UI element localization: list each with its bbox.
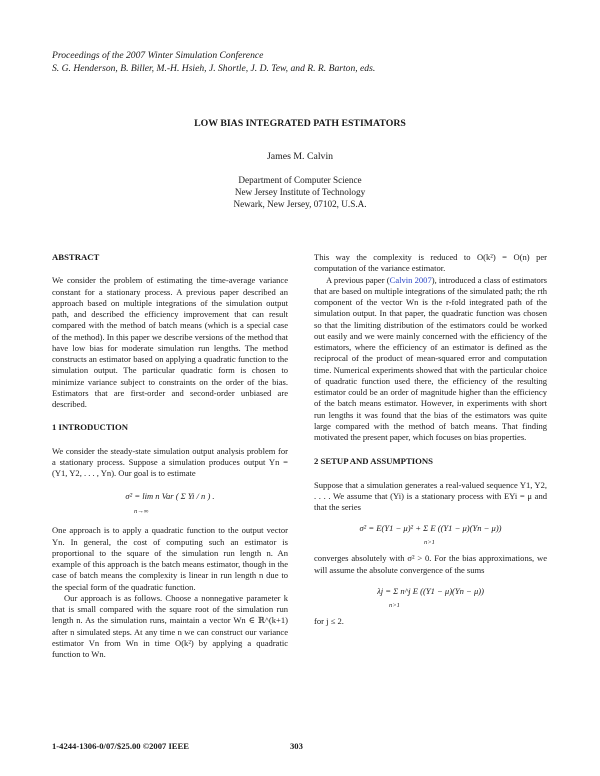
right-column xyxy=(314,252,547,627)
right-paragraph-2 xyxy=(314,275,547,444)
right-paragraph-2-post: ), introduced a class of estimators that are based on multiple integrations of the simulated path; the rth component of the vector Wn is the r-fold integrated path of the simulation output. In that paper, the quadratic function was chosen so that the limiting distribution of the estimators could be worked out easily and we were mainly concerned with the efficiency of the estimators, where the efficiency of an estimator is defined as the reciprocal of the product of mean-squared error and computation time. Numerical experiments showed that with the particular choice of quadratic function used there, the efficiency of the resulting estimator could be an order of magnitude higher than the efficiency of the batch means estimator. However, in experiments with short run lengths it was found that the bias of the estimators was quite large compared with the method of batch means. That finding motivated the present paper, which focuses on bias properties. xyxy=(314,274,548,442)
left-column xyxy=(52,252,288,660)
setup-heading: 2 SETUP AND ASSUMPTIONS xyxy=(314,456,433,467)
equation-sigma-series-text: σ² = E(Y1 − μ)² + Σ E ((Y1 − μ)(Yn − μ)) xyxy=(359,523,502,534)
affiliation-line: New Jersey Institute of Technology xyxy=(234,187,366,197)
citation-link[interactable]: Calvin 2007 xyxy=(389,274,432,285)
affiliation-line: Department of Computer Science xyxy=(238,175,362,185)
affiliation-line: Newark, New Jersey, 07102, U.S.A. xyxy=(233,199,367,209)
right-paragraph-2-pre: A previous paper ( xyxy=(326,274,390,285)
equation-lambda xyxy=(314,582,547,610)
equation-lambda-text: λj = Σ n^j E ((Y1 − μ)(Yn − μ)) xyxy=(377,585,484,596)
editors-line: S. G. Henderson, B. Biller, M.-H. Hsieh, J. Shortle, J. D. Tew, and R. R. Barton, eds. xyxy=(52,63,376,74)
affiliation xyxy=(0,174,600,210)
abstract-text: We consider the problem of estimating the time-average variance constant for a stationary process. A previous paper described an approach based on multiple integrations of the simulation output path, and described the efficiency improvement that can result compared with the method of batch means (which is a special case of the method). In this paper we describe versions of the method that have low bias for moderate simulation run lengths. The method constructs an estimator based on applying a quadratic function to the simulation output. The particular quadratic form is chosen to minimize variance subject to constraints on the order of the bias. Estimators that are first-order and second-order unbiased are described. xyxy=(52,275,288,409)
intro-paragraph-3: Our approach is as follows. Choose a nonnegative parameter k that is small compared with the square root of the simulation run length n. As the simulation runs, maintain a vector Wn ∈ ℝ^(k+1) after n simulated steps. At any time n we can construct our variance estimator Vn from Wn in time O(k²) by applying a quadratic function to Wn. xyxy=(52,592,288,659)
right-paragraph-1: This way the complexity is reduced to O(k²) = O(n) per computation of the variance estimator. xyxy=(314,252,547,274)
setup-paragraph-1: Suppose that a simulation generates a real-valued sequence Y1, Y2, . . . . We assume that (Yi) is a stationary process with EYi = μ and that the series xyxy=(314,479,547,512)
footer-isbn: 1-4244-1306-0/07/$25.00 ©2007 IEEE xyxy=(52,741,190,751)
conference-header xyxy=(52,49,375,75)
proceedings-line: Proceedings of the 2007 Winter Simulation Conference xyxy=(52,50,264,61)
intro-heading: 1 INTRODUCTION xyxy=(52,422,129,433)
author-name: James M. Calvin xyxy=(266,151,334,162)
equation-sigma-series xyxy=(314,519,547,547)
equation-sigma-series-subscript: n>1 xyxy=(424,539,435,547)
abstract-heading: ABSTRACT xyxy=(52,252,100,262)
equation-lambda-subscript: n>1 xyxy=(389,601,400,609)
equation-limit-subscript: n→∞ xyxy=(134,508,149,516)
intro-paragraph-1: We consider the steady-state simulation output analysis problem for a stationary process. Suppose a simulation produces output Yn = (Y1, Y2, . . . , Yn). Our goal is to estimate xyxy=(52,445,288,478)
footer-page-number: 303 xyxy=(290,741,303,751)
equation-sigma-text: σ² = lim n Var ( Σ Yi / n ) . xyxy=(125,491,215,502)
setup-paragraph-2: converges absolutely with σ² > 0. For the bias approximations, we will assume the absolute convergence of the sums xyxy=(314,553,547,575)
intro-paragraph-2: One approach is to apply a quadratic function to the output vector Yn. In general, the cost of computing such an estimator is proportional to the square of the simulation run length n. An example of this approach is the batch means estimator, though in the case of batch means the complexity is linear in run length n due to the special form of the quadratic function. xyxy=(52,525,288,592)
setup-paragraph-3: for j ≤ 2. xyxy=(314,615,344,626)
equation-sigma xyxy=(52,485,288,519)
paper-title: LOW BIAS INTEGRATED PATH ESTIMATORS xyxy=(194,118,406,129)
